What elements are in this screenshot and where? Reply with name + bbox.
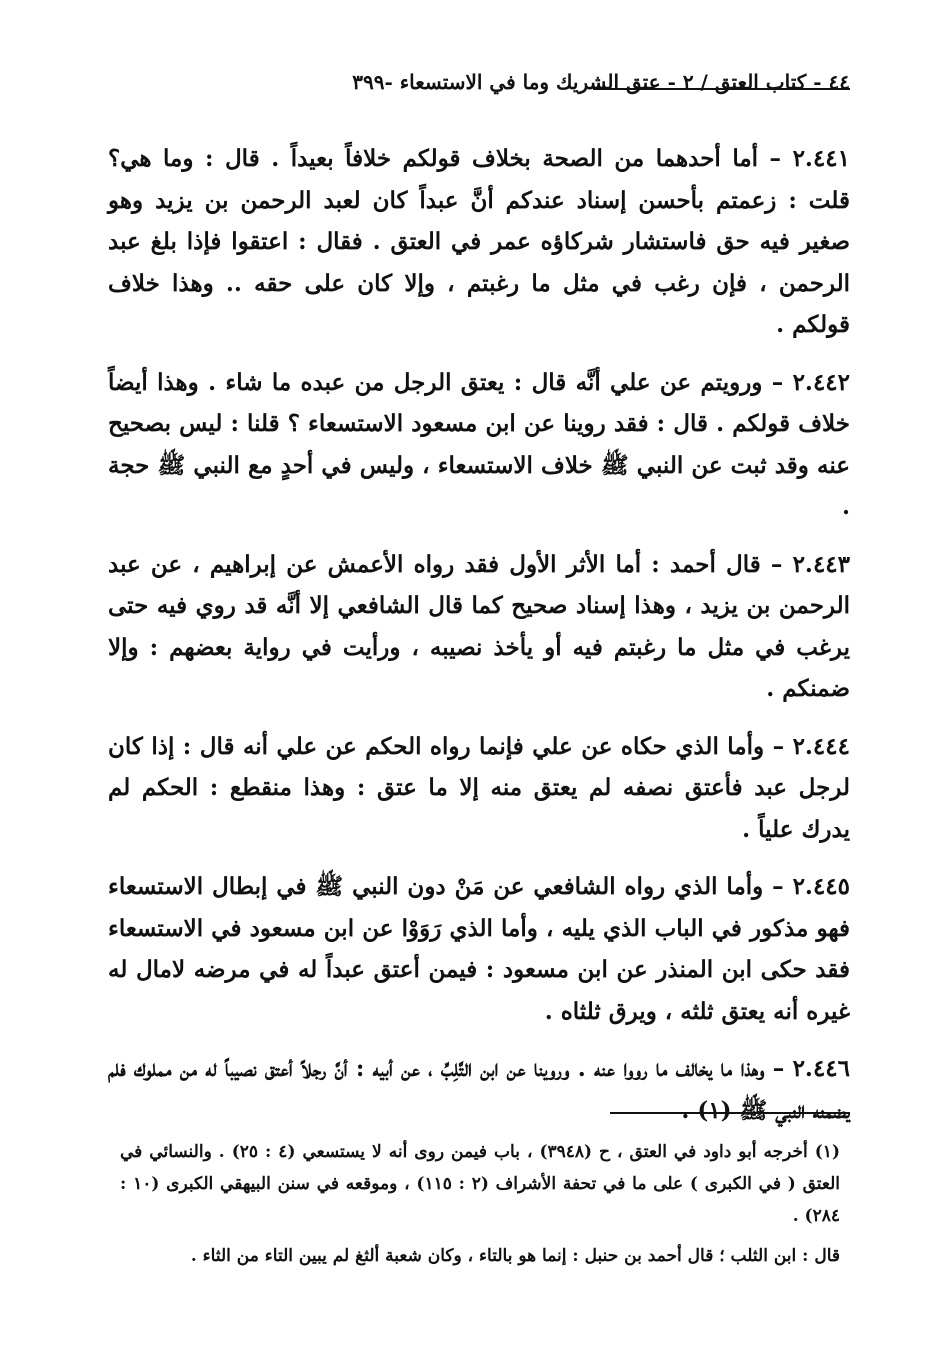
paragraph — [108, 138, 850, 346]
footnote-note: قال : ابن الثلب ؛ قال أحمد بن حنبل : إنما هو بالتاء ، وكان شعبة ألثغ لم يبين التاء من الثاء . — [190, 1246, 840, 1266]
paragraph-number: ٢.٤٤٤ — [792, 732, 850, 760]
paragraph — [108, 726, 850, 851]
paragraph-number: ٢.٤٤٢ — [792, 368, 850, 396]
header-text: ٤٤ - كتاب العتق / ٢ - عتق الشريك وما في الاستسعاء -٣٩٩ — [352, 70, 850, 94]
paragraph — [108, 866, 850, 1032]
main-text — [108, 138, 850, 1147]
paragraph-text: – أما أحدهما من الصحة بخلاف قولكم خلافاً بعيداً . قال : وما هي؟ قلت : زعمتم بأحسن إسناد عندكم أنَّ عبداً كان لعبد الرحمن بن يزيد وهو صغير فيه حق فاستشار شركاؤه عمر في العتق . فقال : اعتقوا فإذا بلغ عبد الرحمن ، فإن رغب في مثل ما رغبتم ، وإلا كان على حقه .. وهذا خلاف قولكم . — [108, 145, 850, 338]
paragraph-text: – وهذا ما يخالف ما رووا عنه . وروينا عن ابن التَّلِبِّ ، عن أبيه : أنَّ رجلاً أعتق نصيباً له من مملوك فلم يضمنه النبي ﷺ (١) . — [108, 1055, 850, 1124]
paragraph-text: – وأما الذي رواه الشافعي عن مَنْ دون النبي ﷺ في إبطال الاستسعاء فهو مذكور في الباب الذي يليه ، وأما الذي رَوَوْا عن ابن مسعود في الاستسعاء فقد حكى ابن المنذر عن ابن مسعود : فيمن أعتق عبداً له في مرضه لامال له غيره أنه يعتق ثلثه ، ويرق ثلثاه . — [108, 873, 850, 1025]
paragraph-number: ٢.٤٤٦ — [792, 1055, 850, 1082]
paragraph-text: – وأما الذي حكاه عن علي فإنما رواه الحكم عن علي أنه قال : إذا كان لرجل عبد فأعتق نصفه لم يعتق منه إلا ما عتق : وهذا منقطع : الحكم لم يدرك علياً . — [108, 732, 850, 843]
paragraph — [108, 1048, 850, 1131]
paragraph-text: – ورويتم عن علي أنَّه قال : يعتق الرجل من عبده ما شاء . وهذا أيضاً خلاف قولكم . قال : فقد روينا عن ابن مسعود الاستسعاء ؟ قلنا : ليس بصحيح عنه وقد ثبت عن النبي ﷺ خلاف الاستسعاء ، وليس في أحدٍ مع النبي ﷺ حجة . — [108, 368, 850, 520]
paragraph-number: ٢.٤٤٥ — [792, 873, 850, 900]
paragraph — [108, 544, 850, 710]
paragraph-number: ٢.٤٤٣ — [792, 550, 850, 578]
footnote-rule — [610, 1112, 850, 1114]
running-header — [108, 66, 850, 106]
paragraph-number: ٢.٤٤١ — [792, 145, 850, 172]
paragraph — [108, 362, 850, 528]
header-rule — [593, 88, 850, 90]
paragraph-text: – قال أحمد : أما الأثر الأول فقد رواه الأعمش عن إبراهيم ، عن عبد الرحمن بن يزيد ، وهذا إسناد صحيح كما قال الشافعي إلا أنَّه قد روي فيه حتى يرغب في مثل ما رغبتم فيه أو يأخذ نصيبه ، ورأيت في رواية بعضهم : وإلا ضمنكم . — [108, 550, 850, 702]
footnotes — [120, 1136, 840, 1280]
footnote: (١) أخرجه أبو داود في العتق ، ح (٣٩٤٨) ، باب فيمن روى أنه لا يستسعي (٤ : ٢٥) . والنسائي في العتق ( في الكبرى ) على ما في تحفة الأشراف (٢ : ١١٥) ، وموقعه في سنن البيهقي الكبرى (١٠ : ٢٨٤) . — [120, 1142, 840, 1226]
